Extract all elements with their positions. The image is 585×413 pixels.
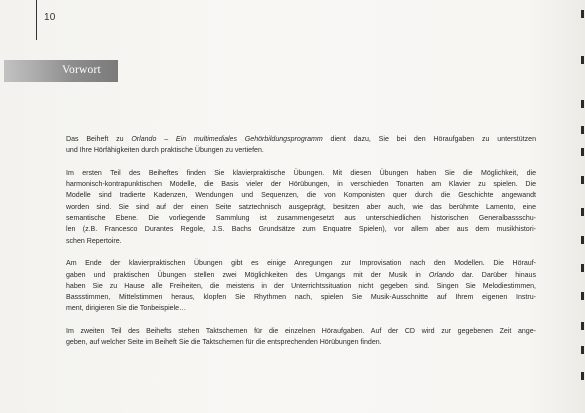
text-run: Das Beiheft zu	[66, 136, 132, 143]
text-run: harmonisch-kontrapunktischen Modelle, die Basis vieler der Hörübungen, in verschieden Tonarten am Klavier zu spielen. Die	[66, 181, 536, 189]
text-run: len (z.B. Francesco Durantes Regole, J.S. Bachs Grundsätze zum Enquatre Spielen), vor allem aber aus dem musikhistori-	[66, 226, 536, 234]
text-run: Bassstimmen, Mittelstimmen heraus, klopfen Sie Rhythmen nach, spielen Sie Musik-Ausschnitte auf Ihrem eigenen Instru-	[66, 294, 536, 302]
text-line	[66, 281, 536, 292]
text-run: haben Sie zu Hause alle Freiheiten, die meistens in der Unterrichtssituation nicht gegeben sind. Singen Sie Melodiestimmen,	[66, 282, 536, 290]
text-run: semantische Ebene. Die vorliegende Sammlung ist zusammengesetzt aus unterschiedlichen historischen Generalbassschu-	[66, 215, 536, 223]
text-line	[66, 303, 536, 314]
text-line	[66, 224, 536, 235]
text-line	[66, 179, 536, 190]
text-run: Im ersten Teil des Beiheftes finden Sie klavierpraktische Übungen. Mit diesen Übungen haben Sie die Möglichkeit, die	[66, 169, 536, 177]
edge-mark	[581, 148, 584, 156]
text-line	[66, 145, 536, 156]
edge-mark	[581, 292, 584, 300]
text-line	[66, 236, 536, 247]
binding-edge-marks	[577, 0, 585, 413]
edge-mark	[581, 372, 584, 380]
section-heading: Vorwort	[62, 64, 101, 76]
paragraph-4	[66, 326, 536, 349]
text-line	[66, 202, 536, 213]
text-line	[66, 134, 536, 145]
text-run: dar. Darüber hinaus	[453, 271, 536, 279]
paragraph-2	[66, 168, 536, 247]
paragraph-1	[66, 134, 536, 157]
page-number: 10	[44, 12, 56, 23]
text-run: worden sind. Sie sind auf der einen Seite satztechnisch ausgeprägt, besitzen aber auch, wie das berühmte Lamento, eine	[66, 203, 536, 211]
italic-run: Orlando	[428, 271, 454, 279]
text-line	[66, 292, 536, 303]
edge-mark	[581, 56, 584, 64]
text-line	[66, 326, 536, 337]
edge-mark	[581, 126, 584, 134]
text-run: dient dazu, Sie bei den Höraufgaben zu unterstützen	[322, 136, 537, 143]
edge-mark	[581, 322, 584, 330]
text-line	[66, 213, 536, 224]
text-run: geben, auf welcher Seite im Beiheft Sie die Taktschemen für die entsprechenden Hörübungen finden.	[66, 339, 382, 347]
edge-mark	[581, 264, 584, 272]
edge-mark	[581, 100, 584, 108]
text-line	[66, 337, 536, 348]
text-run: gaben und praktischen Übungen stellen zwei Möglichkeiten des Umgangs mit der Musik in	[66, 271, 429, 279]
body-text	[66, 134, 536, 360]
paragraph-3	[66, 258, 536, 314]
italic-run: Orlando – Ein multimediales Gehörbildungsprogramm	[131, 136, 323, 143]
edge-mark	[581, 236, 584, 244]
text-line	[66, 190, 536, 201]
text-line	[66, 168, 536, 179]
edge-mark	[581, 346, 584, 354]
edge-mark	[581, 208, 584, 216]
text-run: und Ihre Hörfähigkeiten durch praktische Übungen zu vertiefen.	[66, 147, 264, 155]
edge-mark	[581, 176, 584, 184]
edge-mark	[581, 10, 584, 18]
text-run: Am Ende der klavierpraktischen Übungen gibt es einige Anregungen zur Improvisation nach den Modellen. Die Hörauf-	[66, 260, 536, 268]
text-run: Im zweiten Teil des Beihefts stehen Taktschemen für die einzelnen Höraufgaben. Auf der CD wird zur gegebenen Zeit ange-	[66, 328, 536, 336]
margin-rule	[36, 0, 37, 40]
text-run: schen Repertoire.	[66, 237, 122, 245]
text-run: Modelle sind tradierte Kadenzen, Wendungen und Sequenzen, die von Komponisten quer durch die Geschichte angewandt	[66, 192, 536, 200]
text-line	[66, 258, 536, 269]
text-line	[66, 270, 536, 281]
text-run: ment, dirigieren Sie die Tonbeispiele…	[66, 305, 187, 313]
